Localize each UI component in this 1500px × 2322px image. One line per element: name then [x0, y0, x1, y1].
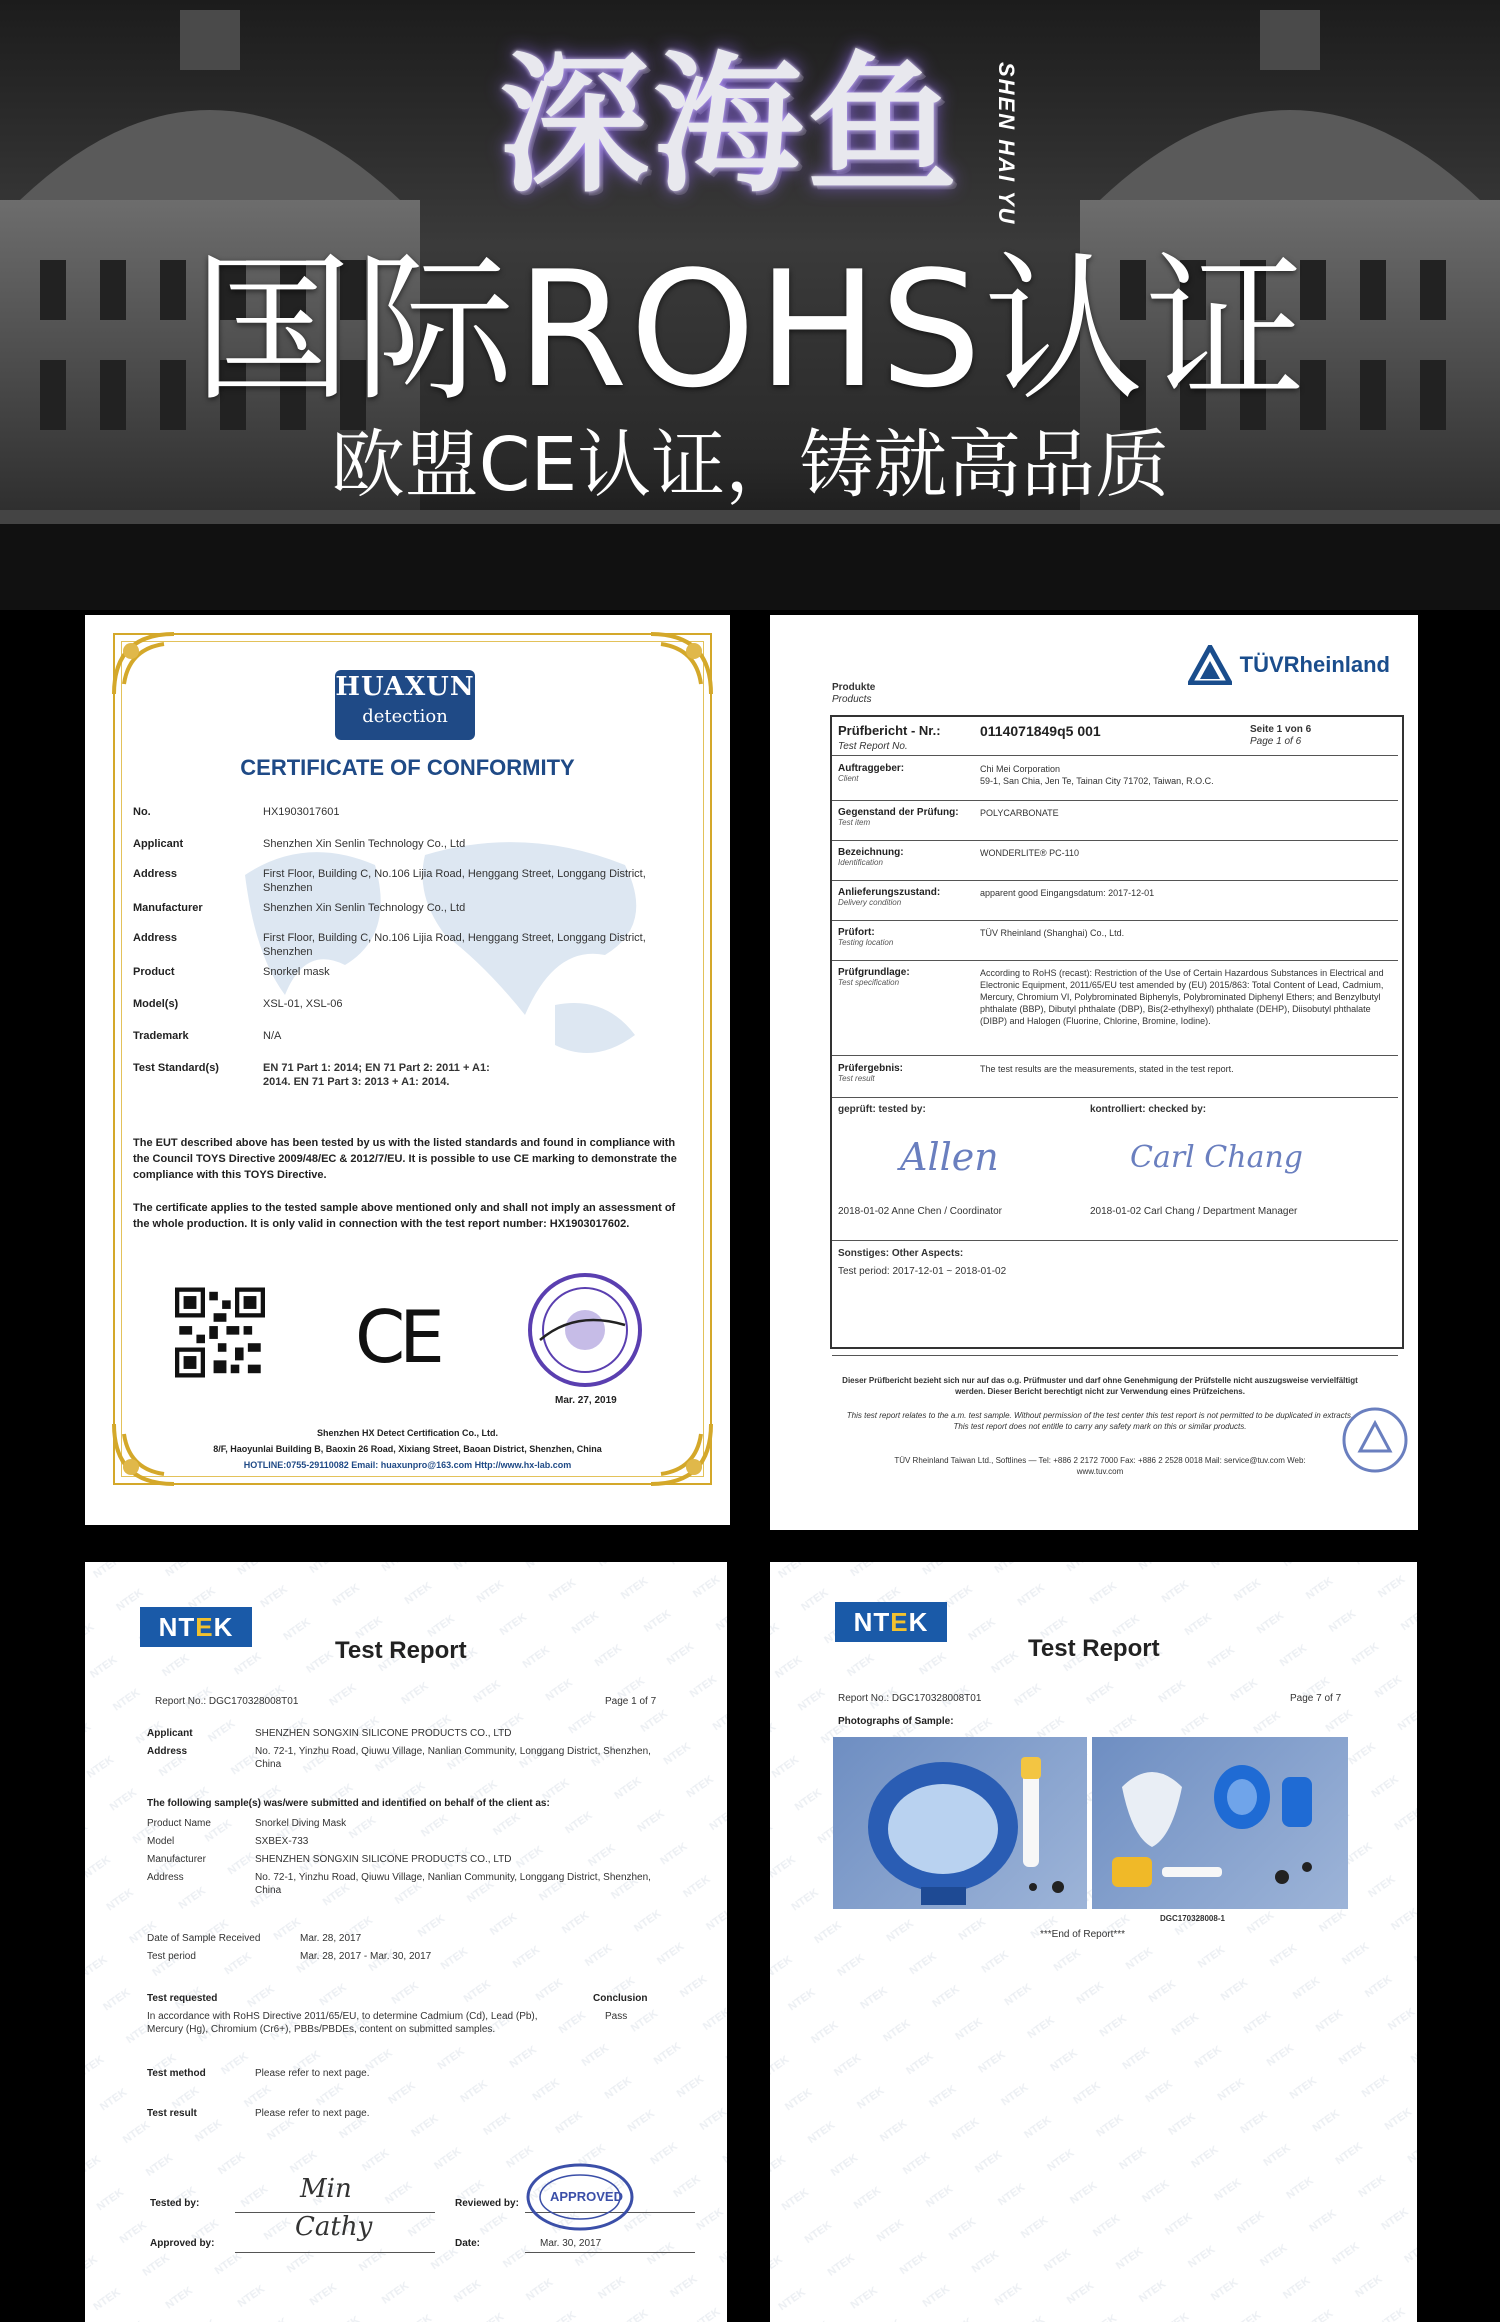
huaxun-logo	[335, 670, 475, 740]
ntek-test-report-page-1	[85, 1562, 727, 2322]
row-value: Chi Mei Corporation 59-1, San Chia, Jen Te, Tainan City 71702, Taiwan, R.O.C.	[980, 764, 1214, 786]
period-label: Test period	[147, 1951, 196, 1962]
tuv-triangle-icon	[1188, 645, 1232, 685]
row-value: POLYCARBONATE	[980, 808, 1059, 818]
issuer-name: Shenzhen HX Detect Certification Co., Ltd.	[316, 1428, 498, 1438]
ornament-corner-icon	[646, 629, 716, 699]
row-label-en: Test result	[838, 1074, 875, 1083]
table-divider	[832, 840, 1398, 841]
test-period: Test period: 2017-12-01 ~ 2018-01-02	[838, 1266, 1007, 1277]
row-label-en: Test specification	[838, 978, 900, 987]
compliance-paragraph: The EUT described above has been tested by us with the listed standards and found in compliance with the Council TOYS Directive 2009/48/EC & 2012/7/EU. It is possible to use CE marking to demonstrate the compliance with this TOYS Directive.	[133, 1137, 677, 1181]
table-divider	[832, 1240, 1398, 1241]
logo-tagline: detection	[362, 706, 448, 727]
field-label: Product Name	[147, 1818, 211, 1829]
row-value: WONDERLITE® PC-110	[980, 848, 1079, 858]
report-title: Test Report	[335, 1637, 467, 1664]
field-value: SHENZHEN SONGXIN SILICONE PRODUCTS CO., LTD	[255, 1728, 512, 1739]
field-label: Applicant	[147, 1728, 193, 1739]
tuv-stamp-icon	[1340, 1405, 1410, 1475]
table-divider	[832, 1097, 1398, 1098]
submitted-statement: The following sample(s) was/were submitted and identified on behalf of the client as:	[147, 1798, 550, 1809]
row-label-en: Client	[838, 774, 859, 783]
requested-label: Test requested	[147, 1993, 218, 2004]
row-label	[838, 847, 904, 867]
signature-line	[235, 2252, 435, 2253]
field-value: No. 72-1, Yinzhu Road, Qiuwu Village, Nanlian Community, Longgang District, Shenzhen, China	[255, 1872, 651, 1896]
report-note-de: Dieser Prüfbericht bezieht sich nur auf das o.g. Prüfmuster und darf ohne Genehmigung der Prüfstelle nicht auszugsweise vervielfältigt werden. Dieser Bericht berechtigt nicht zur Verwendung eines Prüfzeichens.	[842, 1376, 1358, 1396]
logo-name: HUAXUN	[335, 672, 475, 702]
row-value: apparent good Eingangsdatum: 2017-12-01	[980, 888, 1155, 898]
row-value: According to RoHS (recast): Restriction of the Use of Certain Hazardous Substances in Electrical and Electronic Equipment, 2011/65/EU test amended by (EU) 2015/863: Total Content of Lead, Cadmium, Mercury, Chromium VI, Polybrominated Biphenyls, Polybrominated Diphenyl Ethers; and Benzylbutyl phthalate (BBP), Dibutyl phthalate (DBP), Bis(2-ethylhexyl) phthalate (DEHP), Diisobutyl phthalate (DIBP) and Halogen (Fluorine, Chlorine, Bromine, Iodine).	[980, 968, 1384, 1026]
row-label	[838, 807, 959, 827]
field-label: No.	[133, 806, 151, 818]
field-value: EN 71 Part 1: 2014; EN 71 Part 2: 2011 + A1: 2014. EN 71 Part 3: 2013 + A1: 2014.	[263, 1062, 490, 1088]
table-divider	[832, 1355, 1398, 1356]
field-value: First Floor, Building C, No.106 Lijia Road, Henggang Street, Longgang District, Shenzhen	[263, 868, 646, 894]
stamp-text: APPROVED	[550, 2189, 623, 2204]
row-label-en: Identification	[838, 858, 883, 867]
ornament-corner-icon	[109, 629, 179, 699]
ntek-test-report-page-7	[770, 1562, 1417, 2322]
tester-signature: Min	[300, 2174, 352, 2204]
method-label: Test method	[147, 2068, 206, 2079]
table-divider	[832, 1055, 1398, 1056]
requested-value: In accordance with RoHS Directive 2011/65/EU, to determine Cadmium (Cd), Lead (Pb), Mercury (Hg), Chromium (Cr6+), PBBs/PBDEs, content on submitted samples.	[147, 2011, 538, 2035]
page-number: Page 1 of 7	[605, 1696, 657, 1707]
field-value: Snorkel Diving Mask	[255, 1818, 347, 1829]
row-label-en: Testing location	[838, 938, 894, 947]
conclusion-label: Conclusion	[593, 1993, 648, 2004]
tuv-logo	[1188, 645, 1390, 685]
end-of-report: ***End of Report***	[1040, 1929, 1126, 1940]
ntek-logo	[140, 1607, 252, 1647]
period-value: Mar. 28, 2017 - Mar. 30, 2017	[300, 1951, 432, 1962]
row-label-en: Delivery condition	[838, 898, 902, 907]
tester-signature: Allen	[900, 1135, 999, 1179]
issuer-address: 8/F, Haoyunlai Building B, Baoxin 26 Road, Xixiang Street, Baoan District, Shenzhen, China	[213, 1444, 602, 1454]
field-label: Product	[133, 966, 175, 978]
field-label: Manufacturer	[133, 902, 203, 914]
report-label-en: Test Report No.	[838, 741, 908, 752]
row-label	[838, 927, 893, 947]
row-label	[838, 763, 904, 783]
tester-date: 2018-01-02 Anne Chen / Coordinator	[838, 1206, 1003, 1217]
field-value: Shenzhen Xin Senlin Technology Co., Ltd	[263, 902, 466, 914]
products-label: Produkte	[832, 682, 876, 693]
tuv-test-report	[770, 615, 1418, 1530]
snorkel-mask-icon	[833, 1737, 1087, 1909]
field-label: Address	[133, 868, 178, 880]
certificate-title: CERTIFICATE OF CONFORMITY	[240, 755, 575, 780]
approver-signature: Cathy	[295, 2212, 373, 2242]
field-label: Model(s)	[133, 998, 179, 1010]
field-value: HX1903017601	[263, 806, 340, 818]
field-label: Applicant	[133, 838, 184, 850]
report-title: Test Report	[1028, 1635, 1160, 1662]
report-number: 0114071849q5 001	[980, 723, 1101, 739]
field-label: Test Standard(s)	[133, 1062, 219, 1074]
sample-photo-parts	[1092, 1737, 1348, 1909]
headline: 国际ROHS认证	[192, 236, 1308, 423]
table-divider	[832, 800, 1398, 801]
field-label: Address	[133, 932, 178, 944]
ce-certificate	[85, 615, 730, 1525]
row-label	[838, 1063, 903, 1083]
date-label: Date:	[455, 2238, 481, 2249]
seal-stamp-icon	[525, 1270, 645, 1390]
sample-photo-mask	[833, 1737, 1087, 1909]
subheadline: 欧盟CE认证，铸就高品质	[330, 422, 1170, 508]
other-aspects-label: Sonstiges: Other Aspects:	[838, 1248, 964, 1259]
received-label: Date of Sample Received	[147, 1933, 261, 1944]
ce-mark: CE	[355, 1295, 439, 1379]
field-label: Address	[147, 1872, 184, 1883]
report-label: Prüfbericht - Nr.:	[838, 723, 941, 738]
row-label-de: Bezeichnung:	[838, 847, 904, 858]
page-number: Seite 1 von 6	[1250, 724, 1312, 735]
tested-by-label: geprüft: tested by:	[838, 1104, 926, 1115]
row-value: TÜV Rheinland (Shanghai) Co., Ltd.	[980, 928, 1125, 938]
brand-pinyin: SHEN HAI YU	[994, 62, 1019, 226]
tuv-brand: TÜVRheinland	[1239, 652, 1390, 677]
checked-by-label: kontrolliert: checked by:	[1090, 1104, 1207, 1115]
report-number: Report No.: DGC170328008T01	[155, 1696, 299, 1707]
brand-logo: 深海鱼	[498, 37, 961, 213]
page-number-en: Page 1 of 6	[1250, 736, 1302, 747]
signature-line	[235, 2212, 435, 2213]
row-value: The test results are the measurements, stated in the test report.	[980, 1064, 1234, 1074]
received-value: Mar. 28, 2017	[300, 1933, 362, 1944]
products-label-en: Products	[832, 694, 872, 705]
table-divider	[832, 960, 1398, 961]
conclusion-value: Pass	[605, 2011, 628, 2022]
result-label: Test result	[147, 2108, 197, 2119]
row-label	[838, 887, 940, 907]
field-label: Model	[147, 1836, 175, 1847]
approved-by-label: Approved by:	[150, 2238, 215, 2249]
row-label-de: Anlieferungszustand:	[838, 887, 941, 898]
tuv-address: TÜV Rheinland Taiwan Ltd., Softlines — Tel: +886 2 2172 7000 Fax: +886 2 2528 0018 Mail: service@tuv.com Web: www.tuv.com	[894, 1456, 1306, 1476]
checker-signature: Carl Chang	[1130, 1140, 1303, 1175]
field-value: XSL-01, XSL-06	[263, 998, 343, 1010]
ntek-logo-text: NTEK	[158, 1612, 234, 1642]
signature-line	[525, 2252, 695, 2253]
sign-date: Mar. 27, 2019	[555, 1395, 617, 1406]
row-label-en: Test item	[838, 818, 871, 827]
field-value: First Floor, Building C, No.106 Lijia Road, Henggang Street, Longgang District, Shenzhen	[263, 932, 646, 958]
row-label-de: Gegenstand der Prüfung:	[838, 807, 959, 818]
field-value: SXBEX-733	[255, 1836, 309, 1847]
issuer-contact: HOTLINE:0755-29110082 Email: huaxunpro@163.com Http://www.hx-lab.com	[243, 1460, 572, 1470]
field-value: Shenzhen Xin Senlin Technology Co., Ltd	[263, 838, 466, 850]
method-value: Please refer to next page.	[255, 2068, 370, 2079]
field-label: Trademark	[133, 1030, 189, 1042]
table-divider	[832, 880, 1398, 881]
table-divider	[832, 920, 1398, 921]
field-value: No. 72-1, Yinzhu Road, Qiuwu Village, Nanlian Community, Longgang District, Shenzhen, China	[255, 1746, 651, 1770]
ntek-logo-text: NTEK	[853, 1607, 929, 1637]
ntek-watermark-pattern	[770, 1562, 1417, 2322]
ntek-logo	[835, 1602, 947, 1642]
row-label-de: Prüfort:	[838, 927, 875, 938]
page-number: Page 7 of 7	[1290, 1693, 1342, 1704]
field-label: Address	[147, 1746, 188, 1757]
photos-label: Photographs of Sample:	[838, 1716, 954, 1727]
validity-paragraph: The certificate applies to the tested sample above mentioned only and shall not imply an assessment of the whole production. It is only valid in connection with the test report number: HX1903017602.	[133, 1202, 676, 1230]
banner	[0, 0, 1500, 610]
field-value: Snorkel mask	[263, 966, 330, 978]
report-number: Report No.: DGC170328008T01	[838, 1693, 982, 1704]
row-label-de: Auftraggeber:	[838, 763, 905, 774]
checker-date: 2018-01-02 Carl Chang / Department Manager	[1090, 1206, 1298, 1217]
tested-by-label: Tested by:	[150, 2198, 200, 2209]
field-value: SHENZHEN SONGXIN SILICONE PRODUCTS CO., LTD	[255, 1854, 512, 1865]
field-value: N/A	[263, 1030, 282, 1042]
row-label-de: Prüfergebnis:	[838, 1063, 904, 1074]
field-label: Manufacturer	[147, 1854, 206, 1865]
reviewed-by-label: Reviewed by:	[455, 2198, 519, 2209]
qr-code-icon	[175, 1285, 265, 1380]
row-label-de: Prüfgrundlage:	[838, 967, 910, 978]
photo-caption: DGC170328008-1	[1160, 1914, 1225, 1923]
result-value: Please refer to next page.	[255, 2108, 370, 2119]
report-note-en: This test report relates to the a.m. test sample. Without permission of the test center this test report is not permitted to be duplicated in extracts. This test report does not entitle to carry any safety mark on this or similar products.	[846, 1411, 1354, 1431]
row-label	[838, 967, 910, 987]
table-divider	[832, 755, 1398, 756]
date-value: Mar. 30, 2017	[540, 2238, 602, 2249]
mask-parts-icon	[1092, 1737, 1348, 1909]
